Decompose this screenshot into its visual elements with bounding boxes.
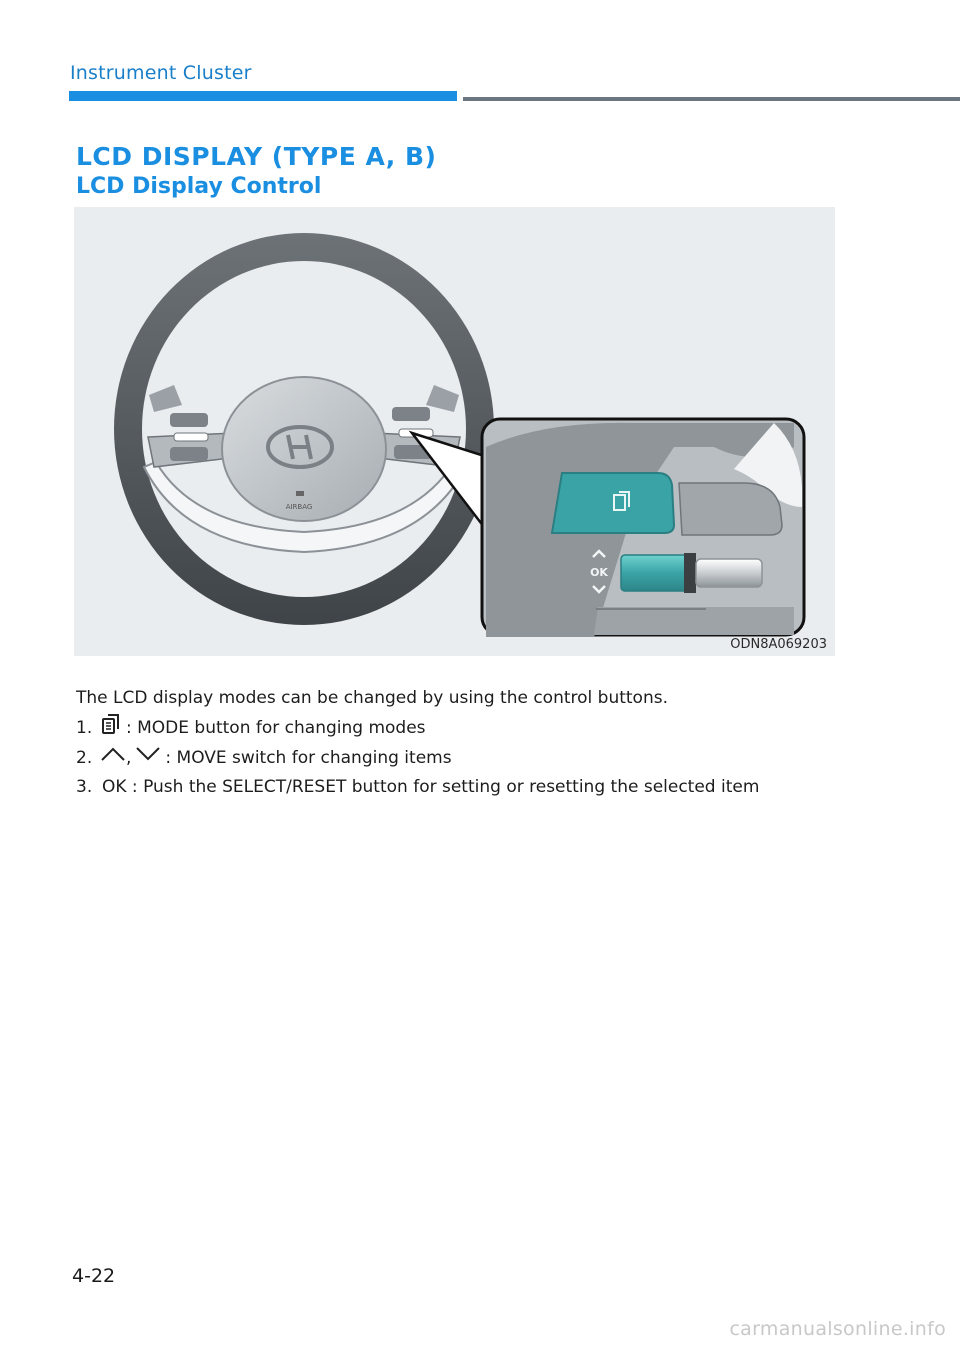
list-number: 3. <box>76 776 93 797</box>
svg-text:OK: OK <box>590 566 608 579</box>
mode-icon <box>100 713 122 745</box>
steering-wheel-icon <box>74 207 835 656</box>
list-text: OK : Push the SELECT/RESET button for setting or resetting the selected item <box>102 776 760 797</box>
svg-text:AIRBAG: AIRBAG <box>285 503 313 511</box>
list-item <box>76 713 876 745</box>
body-text <box>76 684 876 801</box>
running-head: Instrument Cluster <box>70 62 252 84</box>
watermark: carmanualsonline.info <box>729 1318 946 1340</box>
list-number: 2. <box>76 748 93 768</box>
list-text: : MOVE switch for changing items <box>165 748 452 768</box>
section-title: LCD DISPLAY (TYPE A, B) <box>76 142 437 171</box>
header-rule-blue <box>69 91 457 101</box>
down-arrow-icon <box>135 744 161 773</box>
intro-paragraph: The LCD display modes can be changed by using the control buttons. <box>76 688 668 708</box>
steering-wheel-figure <box>74 207 835 656</box>
list-separator: , <box>126 748 132 768</box>
list-text: : MODE button for changing modes <box>126 718 426 738</box>
list-number: 1. <box>76 718 93 738</box>
subsection-title: LCD Display Control <box>76 174 322 199</box>
header-rule-grey <box>463 97 960 101</box>
list-item <box>76 744 876 773</box>
page-number: 4-22 <box>72 1265 116 1287</box>
figure-code: ODN8A069203 <box>730 637 827 652</box>
list-item <box>76 773 876 802</box>
up-arrow-icon <box>100 744 126 773</box>
